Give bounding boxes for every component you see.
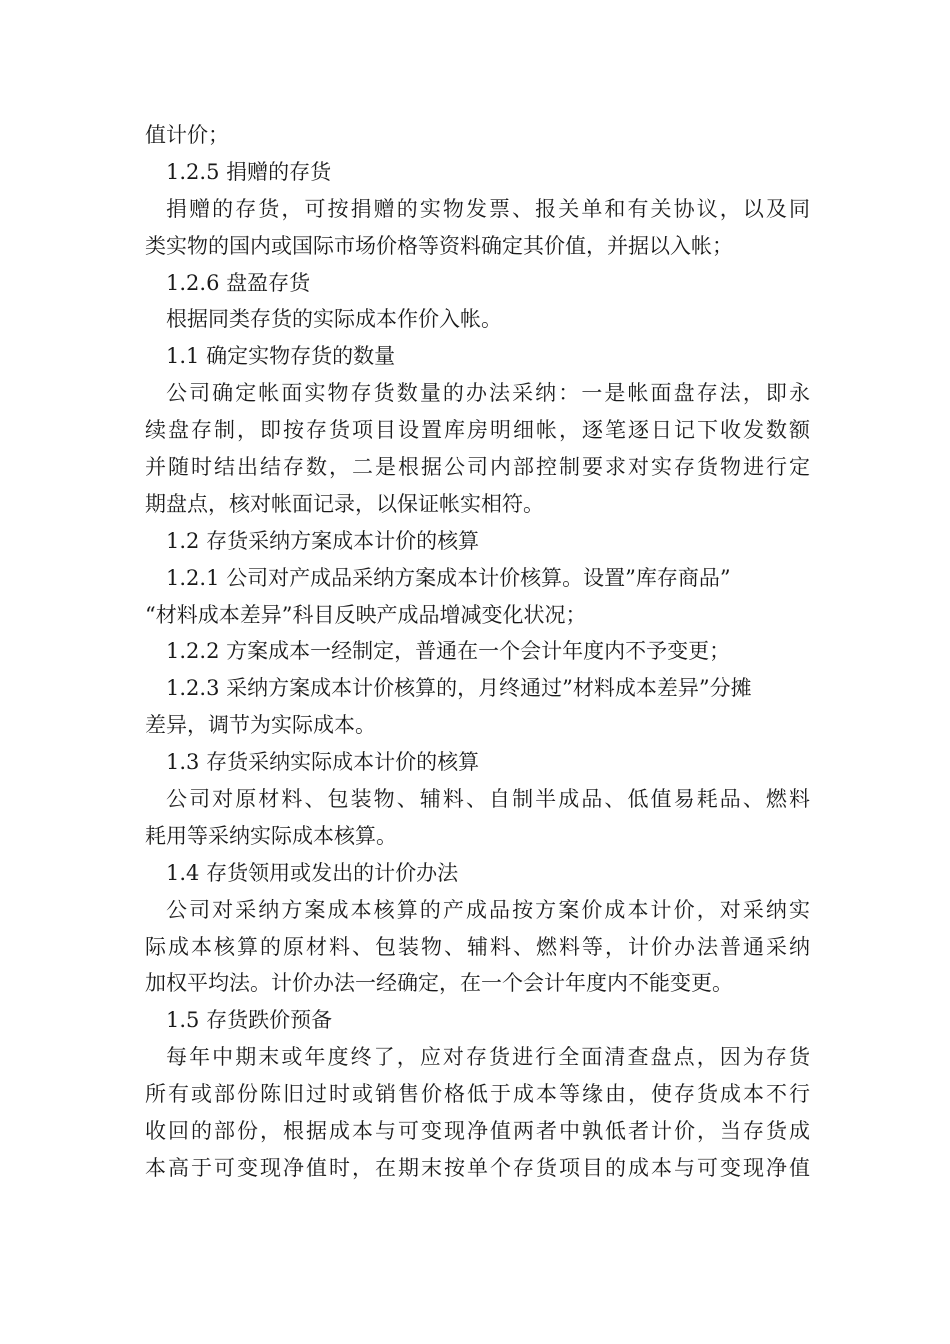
section-heading: 1.2 存货采纳方案成本计价的核算: [166, 528, 480, 553]
paragraph-line: 续盘存制，即按存货项目设置库房明细帐，逐笔逐日记下收发数额: [145, 418, 810, 443]
document-body: [145, 117, 810, 1187]
paragraph-line: 际成本核算的原材料、包装物、辅料、燃料等，计价办法普通采纳: [145, 934, 810, 959]
paragraph-line: 公司确定帐面实物存货数量的办法采纳：一是帐面盘存法，即永: [166, 381, 810, 406]
paragraph-line: 捐赠的存货，可按捐赠的实物发票、报关单和有关协议，以及同: [166, 196, 810, 221]
section-heading: 1.2.3 采纳方案成本计价核算的，月终通过”材料成本差异”分摊: [166, 676, 752, 701]
paragraph-line: 每年中期末或年度终了，应对存货进行全面清查盘点，因为存货: [166, 1045, 810, 1070]
paragraph-line: 耗用等采纳实际成本核算。: [145, 823, 397, 848]
section-heading: 1.3 存货采纳实际成本计价的核算: [166, 750, 480, 775]
section-heading: 1.2.5 捐赠的存货: [166, 159, 332, 184]
paragraph-line: 差异，调节为实际成本。: [145, 713, 376, 738]
paragraph-line: “材料成本差异”科目反映产成品增减变化状况；: [145, 602, 587, 627]
section-heading: 1.1 确定实物存货的数量: [166, 344, 396, 369]
paragraph-line: 类实物的国内或国际市场价格等资料确定其价值，并据以入帐；: [145, 233, 733, 258]
paragraph-line: 本高于可变现净值时，在期末按单个存货项目的成本与可变现净值: [145, 1155, 810, 1180]
section-heading: 1.5 存货跌价预备: [166, 1008, 333, 1033]
paragraph-line: 并随时结出结存数，二是根据公司内部控制要求对实存货物进行定: [145, 455, 810, 480]
paragraph-line: 加权平均法。计价办法一经确定，在一个会计年度内不能变更。: [145, 971, 733, 996]
section-heading: 1.2.1 公司对产成品采纳方案成本计价核算。设置”库存商品”: [166, 565, 731, 590]
paragraph-line: 公司对采纳方案成本核算的产成品按方案价成本计价，对采纳实: [166, 897, 810, 922]
paragraph-line: 期盘点，核对帐面记录，以保证帐实相符。: [145, 491, 544, 516]
paragraph-line: 值计价；: [145, 123, 229, 147]
section-heading: 1.2.6 盘盈存货: [166, 270, 311, 295]
section-heading: 1.4 存货领用或发出的计价办法: [166, 860, 459, 885]
paragraph-line: 收回的部份，根据成本与可变现净值两者中孰低者计价，当存货成: [145, 1119, 810, 1144]
section-heading: 1.2.2 方案成本一经制定，普通在一个会计年度内不予变更；: [166, 639, 731, 664]
paragraph-line: 公司对原材料、包装物、辅料、自制半成品、低值易耗品、燃料: [166, 787, 810, 812]
paragraph-line: 根据同类存货的实际成本作价入帐。: [166, 307, 502, 332]
paragraph-line: 所有或部份陈旧过时或销售价格低于成本等缘由，使存货成本不行: [145, 1082, 810, 1107]
